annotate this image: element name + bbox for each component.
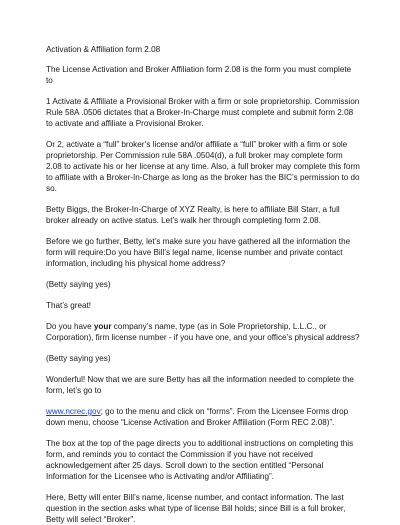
intro-paragraph: The License Activation and Broker Affiliation form 2.08 is the form you must complete to — [46, 65, 352, 85]
info-check-paragraph: Before we go further, Betty, let’s make sure you have gathered all the information the form will require:Do you have Bill’s legal name, license number and private contact information, including his physical home address? — [46, 237, 351, 268]
company-info-before: Do you have — [46, 322, 94, 331]
ncrec-link[interactable]: www.ncrec.gov — [46, 407, 101, 416]
personal-info-paragraph: Here, Betty will enter Bill’s name, license number, and contact information. The last question in the section asks what type of license Bill holds; since Bill is a full broker, Betty will select “Broker”. — [46, 493, 346, 524]
website-paragraph — [46, 406, 360, 428]
betty-yes-paragraph: (Betty saying yes) — [46, 280, 111, 289]
website-instructions: ; go to the menu and click on “forms”. From the Licensee Forms drop down menu, choose “License Activation and Broker Affiliation (Form REC 2.08)”. — [46, 407, 349, 427]
betty-yes-paragraph-2: (Betty saying yes) — [46, 354, 111, 363]
option-2-paragraph: Or 2, activate a “full” broker’s license and/or affiliate a “full” broker with a firm or sole proprietorship. Per Commission rule 58A .0504(d), a full broker may complete form 2.08 to activate his or her license at any time. Also, a full broker may complete this form to affiliate with a Broker-In-Charge as long as the broker has the BIC’s permission to do so. — [46, 140, 360, 193]
box-instructions-paragraph: The box at the top of the page directs you to additional instructions on completing this form, and reminds you to contact the Commission if you have not received acknowledgement after 25 days. Scroll down to the section entitled “Personal Information for the Licensee who is Activating and/or Affiliating”. — [46, 439, 354, 481]
wonderful-paragraph: Wonderful! Now that we are sure Betty has all the information needed to complete the form, let’s go to — [46, 375, 354, 395]
betty-intro-paragraph: Betty Biggs, the Broker-In-Charge of XYZ Realty, is here to affiliate Bill Starr, a full broker already on active status. Let’s walk her through completing form 2.08. — [46, 205, 340, 225]
company-info-after: company’s name, type (as in Sole Proprietorship, L.L.C., or Corporation), firm license number - if you have one, and your office’s physical address? — [46, 322, 360, 342]
company-info-paragraph — [46, 321, 360, 343]
company-info-bold: your — [93, 322, 112, 331]
document-title: Activation & Affiliation form 2.08 — [46, 45, 161, 54]
option-1-paragraph: 1 Activate & Affiliate a Provisional Broker with a firm or sole proprietorship. Commission Rule 58A .0506 dictates that a Broker-In-Charge must complete and submit form 2.08 to activate and affiliate a Provisional Broker. — [46, 97, 360, 128]
great-paragraph: That’s great! — [46, 301, 92, 310]
